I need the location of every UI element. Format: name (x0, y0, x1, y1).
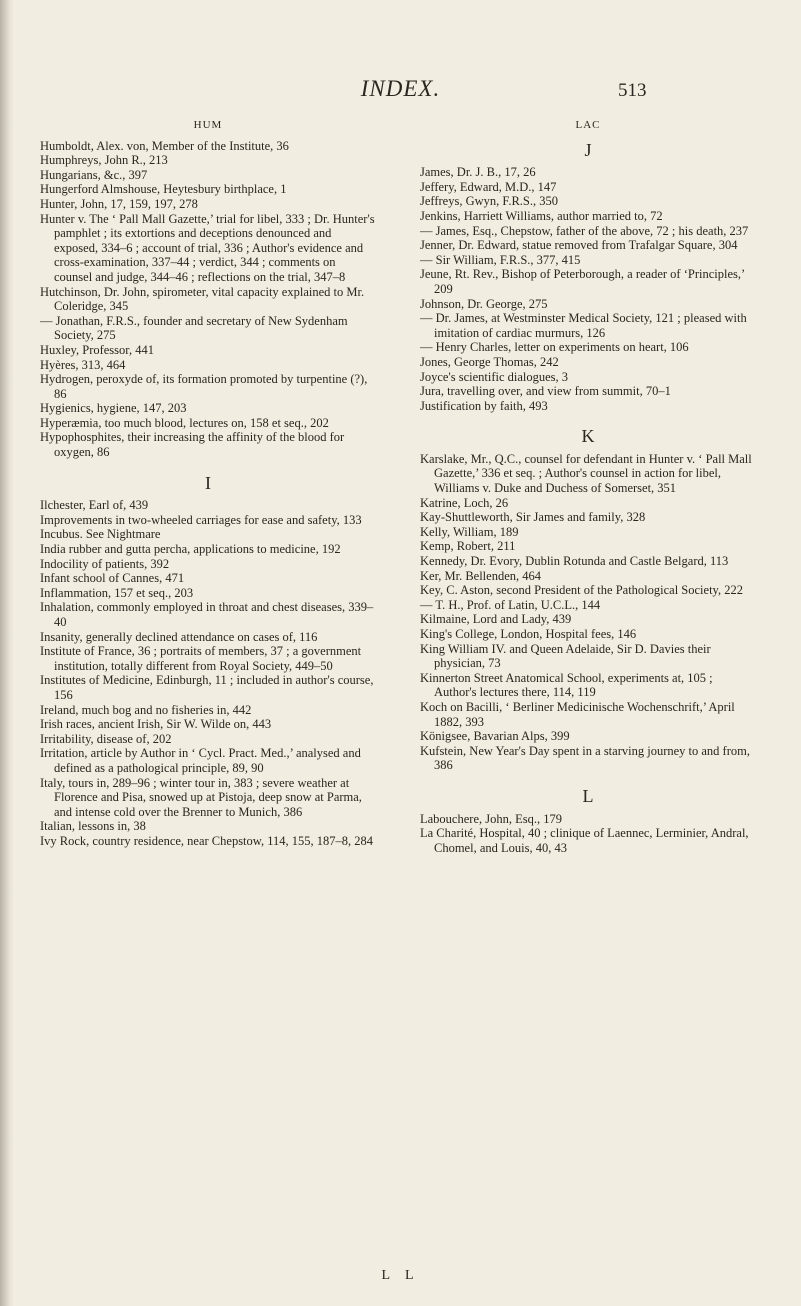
entry-list-k (420, 452, 756, 773)
index-entry: Kemp, Robert, 211 (420, 539, 516, 554)
left-column (40, 118, 376, 849)
letter-heading-k: K (581, 426, 595, 447)
index-entry: Irritability, disease of, 202 (40, 731, 172, 746)
index-entry: Justification by faith, 493 (420, 398, 548, 413)
index-entry: Ireland, much bog and no fisheries in, 442 (40, 702, 252, 717)
index-entry: Katrine, Loch, 26 (420, 495, 509, 510)
index-entry: Inhalation, commonly employed in throat and chest diseases, 339–40 (40, 600, 374, 629)
index-entry: Kilmaine, Lord and Lady, 439 (420, 612, 572, 627)
index-entry: Humphreys, John R., 213 (40, 153, 168, 168)
index-entry: Ker, Mr. Bellenden, 464 (420, 568, 542, 583)
index-entry: Hydrogen, peroxyde of, its formation promoted by turpentine (?), 86 (40, 372, 368, 401)
index-entry: India rubber and gutta percha, applications to medicine, 192 (40, 542, 341, 557)
signature-mark: L L (381, 1268, 420, 1283)
index-entry: Italy, tours in, 289–96 ; winter tour in, 383 ; severe weather at Florence and Pisa, snowed up at Pistoja, deep snow at Parma, and intense cold over the Brenner to Munich, 386 (40, 775, 362, 819)
index-entry: Incubus. See Nightmare (40, 527, 161, 542)
index-entry: Hutchinson, Dr. John, spirometer, vital capacity explained to Mr. Coleridge, 345 (40, 284, 365, 314)
index-entry: — Dr. James, at Westminster Medical Society, 121 ; pleased with imitation of cardiac murmurs, 126 (420, 311, 747, 340)
index-entry: Jeune, Rt. Rev., Bishop of Peterborough, a reader of ‘Principles,’ 209 (420, 267, 745, 296)
index-entry: Labouchere, John, Esq., 179 (420, 811, 562, 826)
index-entry: Jeffreys, Gwyn, F.R.S., 350 (420, 194, 559, 209)
index-entry: King's College, London, Hospital fees, 146 (420, 627, 637, 641)
page-title: INDEX. (360, 76, 441, 101)
index-entry: — Jonathan, F.R.S., founder and secretary of New Sydenham Society, 275 (40, 313, 348, 343)
index-entry: — Sir William, F.R.S., 377, 415 (420, 252, 581, 267)
index-entry: Key, C. Aston, second President of the Pathological Society, 222 (420, 583, 743, 598)
index-entry: Joyce's scientific dialogues, 3 (420, 369, 569, 384)
index-entry: Humboldt, Alex. von, Member of the Institute, 36 (40, 138, 289, 153)
index-entry: Improvements in two-wheeled carriages for ease and safety, 133 (40, 512, 362, 527)
index-entry: Karslake, Mr., Q.C., counsel for defendant in Hunter v. ‘ Pall Mall Gazette,’ 336 et seq. ; Author's counsel in action for libel, Williams v. Duke and Duchess of Somerset, 351 (420, 451, 752, 496)
index-entry: Huxley, Professor, 441 (40, 342, 154, 357)
index-entry: Irish races, ancient Irish, Sir W. Wilde on, 443 (40, 717, 272, 732)
running-head-right: LAC (575, 119, 601, 131)
index-entry: — James, Esq., Chepstow, father of the above, 72 ; his death, 237 (420, 223, 749, 238)
entry-list-i (40, 498, 376, 848)
index-entry: Königsee, Bavarian Alps, 399 (420, 729, 570, 744)
index-entry: Irritation, article by Author in ‘ Cycl. Pract. Med.,’ analysed and defined as a pathological principle, 89, 90 (40, 746, 361, 775)
index-entry: La Charité, Hospital, 40 ; clinique of Laennec, Lerminier, Andral, Chomel, and Louis, 40, 43 (420, 826, 749, 855)
index-entry: Hyères, 313, 464 (40, 357, 126, 372)
index-entry: Hungerford Almshouse, Heytesbury birthplace, 1 (40, 182, 287, 197)
entry-list-h (40, 139, 376, 460)
index-entry: Kennedy, Dr. Evory, Dublin Rotunda and Castle Belgard, 113 (420, 554, 729, 569)
index-entry: — Henry Charles, letter on experiments on heart, 106 (420, 340, 689, 355)
index-entry: Hunter v. The ‘ Pall Mall Gazette,’ trial for libel, 333 ; Dr. Hunter's pamphlet ; its extortions and deceptions denounced and exposed, 334–6 ; account of trial, 336 ; Author's evidence and cross-examination, 337–44 ; verdict, 344 ; comments on counsel and judge, 344–46 ; reflections on the trial, 347–8 (40, 211, 375, 284)
letter-heading-l: L (582, 785, 594, 806)
index-entry: Kinnerton Street Anatomical School, experiments at, 105 ; Author's lectures there, 114, 119 (420, 670, 713, 700)
index-entry: Jura, travelling over, and view from summit, 70–1 (420, 384, 671, 399)
index-entry: Ivy Rock, country residence, near Chepstow, 114, 155, 187–8, 284 (40, 833, 374, 848)
index-entry: Italian, lessons in, 38 (40, 819, 146, 834)
index-entry: Jenkins, Harriett Williams, author married to, 72 (420, 208, 663, 223)
index-entry: Inflammation, 157 et seq., 203 (40, 585, 194, 600)
index-entry: Hyperæmia, too much blood, lectures on, 158 et seq., 202 (40, 415, 329, 430)
index-entry: Jeffery, Edward, M.D., 147 (420, 179, 557, 194)
letter-heading-i: I (205, 472, 211, 493)
entry-list-j (420, 165, 756, 413)
index-entry: Infant school of Cannes, 471 (40, 571, 185, 586)
index-entry: Hunter, John, 17, 159, 197, 278 (40, 196, 198, 211)
index-entry: Hygienics, hygiene, 147, 203 (40, 401, 187, 416)
running-head-left: HUM (193, 119, 223, 131)
index-entry: Indocility of patients, 392 (40, 556, 170, 571)
index-entry: Kay-Shuttleworth, Sir James and family, 328 (420, 510, 646, 525)
index-entry: Insanity, generally declined attendance on cases of, 116 (40, 629, 318, 644)
index-entry: Kelly, William, 189 (420, 524, 519, 539)
index-entry: Institutes of Medicine, Edinburgh, 11 ; included in author's course, 156 (40, 673, 374, 702)
index-entry: James, Dr. J. B., 17, 26 (420, 165, 536, 180)
letter-heading-j: J (584, 139, 592, 160)
index-entry: Kufstein, New Year's Day spent in a starving journey to and from, 386 (420, 743, 750, 773)
index-entry: Institute of France, 36 ; portraits of members, 37 ; a government institution, totally different from Royal Society, 449–50 (40, 644, 362, 673)
entry-list-l (420, 812, 756, 856)
right-column (420, 118, 756, 855)
index-entry: Koch on Bacilli, ‘ Berliner Medicinische Wochenschrift,’ April 1882, 393 (420, 699, 735, 729)
index-entry: Johnson, Dr. George, 275 (420, 296, 548, 311)
index-entry: — T. H., Prof. of Latin, U.C.L., 144 (420, 597, 601, 612)
index-entry: Hypophosphites, their increasing the affinity of the blood for oxygen, 86 (40, 430, 345, 460)
index-entry: Ilchester, Earl of, 439 (40, 498, 149, 513)
index-entry: Jones, George Thomas, 242 (420, 354, 559, 369)
index-entry: King William IV. and Queen Adelaide, Sir D. Davies their physician, 73 (420, 641, 711, 671)
index-entry: Hungarians, &c., 397 (40, 167, 148, 182)
index-entry: Jenner, Dr. Edward, statue removed from Trafalgar Square, 304 (420, 238, 738, 253)
page-binding-edge (0, 0, 14, 1306)
page-number: 513 (618, 80, 647, 101)
